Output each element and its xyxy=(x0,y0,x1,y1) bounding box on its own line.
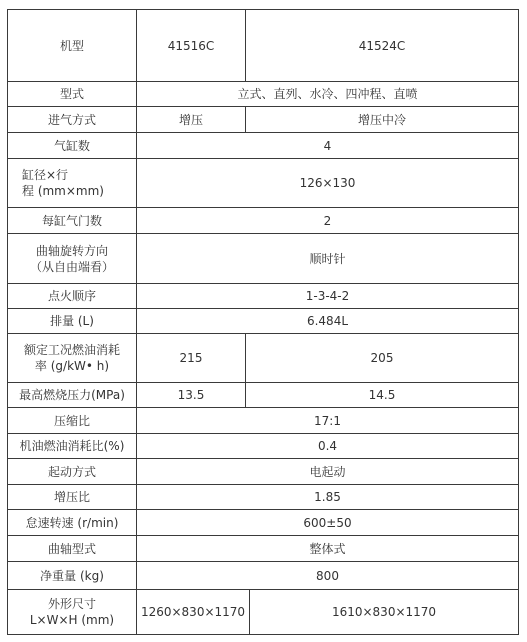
value-cell: 13.5 xyxy=(136,382,246,408)
value-cell: 600±50 xyxy=(136,509,519,536)
row-label-line: 机油燃油消耗比(%) xyxy=(19,439,125,453)
row-label-line: 增压比 xyxy=(53,490,90,504)
row-label-line: 额定工况燃油消耗 xyxy=(23,343,120,357)
row-label-line: 最高燃烧压力(MPa) xyxy=(19,388,125,402)
value-cell: 1260×830×1170 xyxy=(136,589,250,635)
value-cell: 1-3-4-2 xyxy=(136,283,519,309)
value-cell: 215 xyxy=(136,333,246,383)
row-label-line: 曲轴型式 xyxy=(47,541,96,556)
row-label xyxy=(7,283,137,309)
value-cell: 立式、直列、水冷、四冲程、直喷 xyxy=(136,81,519,107)
row-label xyxy=(7,484,137,510)
row-label xyxy=(7,9,137,82)
value-cell: 顺时针 xyxy=(136,233,519,284)
row-label-line: 点火顺序 xyxy=(47,289,96,303)
row-label xyxy=(7,158,137,208)
value-cell: 14.5 xyxy=(245,382,519,408)
row-label-line: L×W×H (mm) xyxy=(29,613,115,627)
row-label-line: 缸径×行 xyxy=(22,168,69,182)
row-label-line: 压缩比 xyxy=(53,413,90,428)
row-label-line: 起动方式 xyxy=(47,464,96,479)
row-label xyxy=(7,407,137,434)
value-cell: 205 xyxy=(245,333,519,383)
row-label xyxy=(7,382,137,408)
value-cell: 41524C xyxy=(245,9,519,82)
row-label xyxy=(7,333,137,383)
row-label-line: 气缸数 xyxy=(53,138,90,153)
row-label xyxy=(7,509,137,536)
row-label xyxy=(7,106,137,133)
value-cell: 4 xyxy=(136,132,519,159)
value-cell: 增压中冷 xyxy=(245,106,519,133)
value-cell: 6.484L xyxy=(136,308,519,334)
value-cell: 整体式 xyxy=(136,535,519,562)
row-label xyxy=(7,589,137,635)
value-cell: 800 xyxy=(136,561,519,590)
row-label xyxy=(7,132,137,159)
row-label-line: （从自由端看） xyxy=(29,259,114,274)
value-cell: 17:1 xyxy=(136,407,519,434)
row-label xyxy=(7,458,137,485)
row-label-line: 怠速转速 (r/min) xyxy=(25,515,119,530)
row-label xyxy=(7,81,137,107)
value-cell: 1610×830×1170 xyxy=(249,589,519,635)
row-label-line: 机型 xyxy=(59,38,84,53)
value-cell: 126×130 xyxy=(136,158,519,208)
row-label-line: 曲轴旋转方向 xyxy=(35,243,108,258)
value-cell: 增压 xyxy=(136,106,246,133)
value-cell: 0.4 xyxy=(136,433,519,459)
row-label xyxy=(7,561,137,590)
value-cell: 电起动 xyxy=(136,458,519,485)
row-label-line: 程 (mm×mm) xyxy=(22,184,104,198)
row-label-line: 进气方式 xyxy=(47,112,96,127)
row-label-line: 外形尺寸 xyxy=(47,597,96,611)
row-label-line: 型式 xyxy=(59,87,84,101)
row-label xyxy=(7,433,137,459)
row-label xyxy=(7,535,137,562)
value-cell: 2 xyxy=(136,207,519,234)
row-label-line: 率 (g/kW• h) xyxy=(34,359,110,373)
row-label xyxy=(7,233,137,284)
row-label-line: 每缸气门数 xyxy=(41,213,102,228)
value-cell: 41516C xyxy=(136,9,246,82)
row-label xyxy=(7,308,137,334)
row-label xyxy=(7,207,137,234)
value-cell: 1.85 xyxy=(136,484,519,510)
row-label-line: 排量 (L) xyxy=(50,314,94,328)
row-label-line: 净重量 (kg) xyxy=(40,568,104,583)
